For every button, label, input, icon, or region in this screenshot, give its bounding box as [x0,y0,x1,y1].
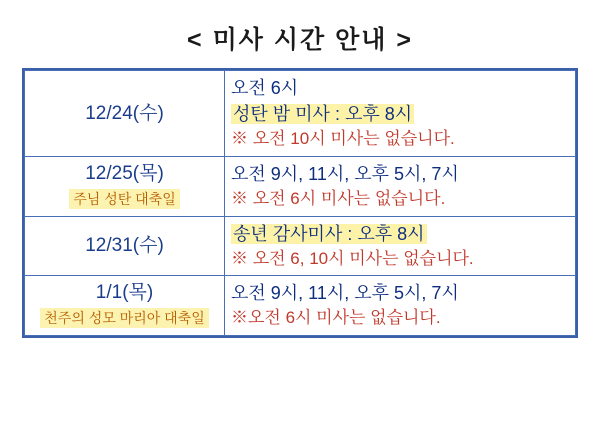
schedule-line: 오전 9시, 11시, 오후 5시, 7시 [231,283,459,304]
schedule-note: ※ 오전 6, 10시 미사는 없습니다. [231,248,474,268]
feast-label: 천주의 성모 마리아 대축일 [40,308,208,328]
date-label: 12/24(수) [85,102,164,124]
schedule-cell [225,216,576,276]
date-label: 12/25(목) [85,162,164,184]
schedule-table [24,70,576,336]
schedule-note: ※ 오전 6시 미사는 없습니다. [231,188,446,208]
schedule-cell [225,71,576,157]
schedule-note: ※오전 6시 미사는 없습니다. [231,308,441,328]
schedule-cell [225,156,576,216]
date-cell [25,216,225,276]
date-label: 12/31(수) [85,235,164,257]
schedule-line-highlight: 성탄 밤 미사 : 오후 8시 [233,104,413,125]
schedule-line: 오전 6시 [231,78,299,98]
table-row [25,216,576,276]
date-cell [25,71,225,157]
schedule-cell [225,276,576,336]
schedule-note: ※ 오전 10시 미사는 없습니다. [231,129,455,149]
table-row [25,276,576,336]
date-cell [25,276,225,336]
schedule-table-container [22,68,578,338]
schedule-line: 오전 9시, 11시, 오후 5시, 7시 [231,163,459,184]
schedule-line-highlight: 송년 감사미사 : 오후 8시 [233,223,425,244]
table-row [25,156,576,216]
feast-label: 주님 성탄 대축일 [69,189,179,209]
date-cell [25,156,225,216]
table-row [25,71,576,157]
date-label: 1/1(목) [95,282,154,304]
page-title: < 미사 시간 안내 > [187,26,413,54]
